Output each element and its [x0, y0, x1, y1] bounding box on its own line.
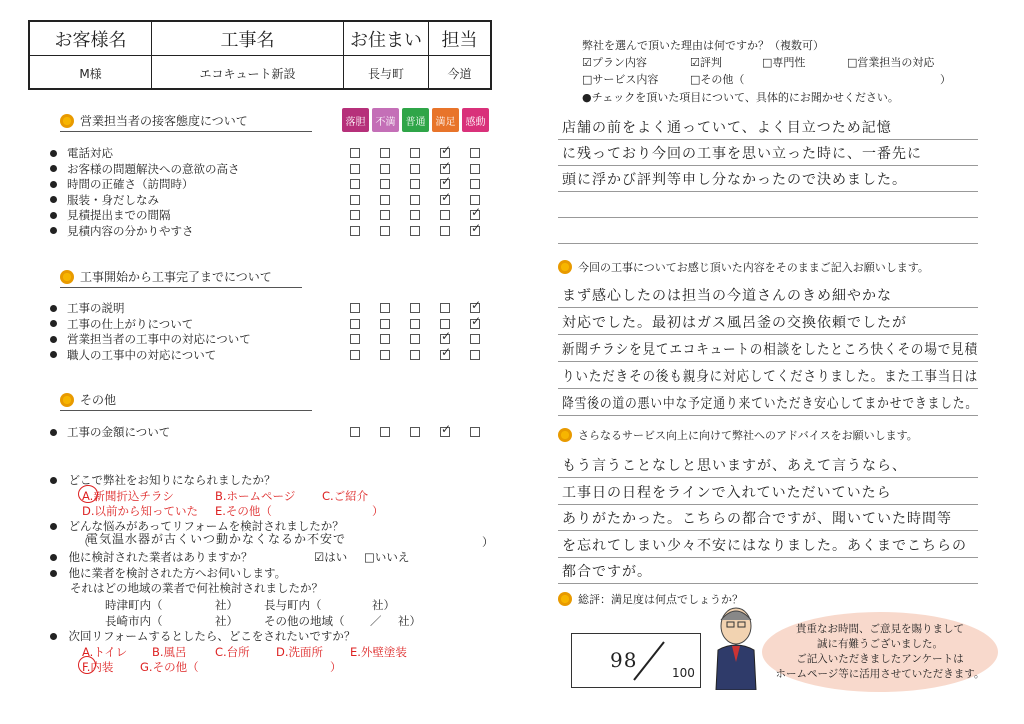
ruled-line — [558, 477, 978, 478]
q4-region-2: 長与町内（ — [264, 598, 322, 612]
rating-label-5: 感動 — [462, 108, 489, 132]
q5-opt-f[interactable]: F.内装 — [82, 660, 114, 674]
rating-checkbox[interactable] — [410, 226, 420, 236]
rating-checkbox[interactable] — [380, 179, 390, 189]
q4: 他に業者を検討された方へお伺いします。 — [50, 565, 286, 581]
header-value-work: エコキュート新設 — [152, 56, 344, 90]
rating-checkbox[interactable] — [470, 210, 480, 220]
ruled-line — [558, 139, 978, 140]
rating-label-1: 落胆 — [342, 108, 369, 132]
survey-item — [50, 300, 125, 316]
header-value-address: 長与町 — [344, 56, 429, 90]
q4-region-4: その他の地域（ — [264, 614, 345, 628]
ruled-line — [558, 334, 978, 335]
q5-circle-mark — [78, 656, 96, 674]
score-box — [571, 633, 701, 688]
thanks-line-4: ホームページ等に活用させていただきます。 — [775, 668, 985, 680]
reason-opt-service[interactable]: □サービス内容 — [582, 73, 659, 86]
survey-item-label: 見積提出までの間隔 — [67, 208, 171, 222]
survey-item-label: 服装・身だしなみ — [67, 192, 159, 207]
q5-opt-g-close: ） — [330, 660, 342, 674]
q3-yes[interactable]: ☑はい — [314, 550, 348, 564]
q5-opt-e[interactable]: E.外壁塗装 — [350, 645, 407, 659]
q5-opt-c[interactable]: C.台所 — [215, 645, 250, 659]
ruled-line — [558, 307, 978, 308]
survey-item — [50, 424, 170, 440]
reason-title: 弊社を選んで頂いた理由は何ですか？（複数可） — [582, 39, 824, 52]
rating-checkbox[interactable] — [440, 303, 450, 313]
rating-checkbox[interactable] — [470, 164, 480, 174]
rating-checkbox[interactable] — [440, 148, 450, 158]
header-label-staff: 担当 — [441, 29, 478, 51]
survey-item-label: 職人の工事中の対応について — [67, 347, 217, 362]
survey-item — [50, 207, 171, 223]
q4-region-3-unit: 社） — [215, 614, 238, 628]
survey-item — [50, 223, 194, 239]
reason-opt-sales[interactable]: □営業担当の対応 — [847, 56, 935, 69]
rating-checkbox[interactable] — [380, 195, 390, 205]
rating-checkbox[interactable] — [440, 350, 450, 360]
survey-item-label: 工事の仕上がりについて — [67, 316, 194, 331]
q1-opt-d[interactable]: D.以前から知っていた — [82, 504, 199, 518]
q5: 次回リフォームするとしたら、どこをされたいですか？ — [50, 628, 355, 644]
rating-label-4: 満足 — [432, 108, 459, 132]
rating-checkbox[interactable] — [350, 164, 360, 174]
q4-region-1-unit: 社） — [215, 598, 238, 612]
survey-item-label: 見積内容の分かりやすさ — [67, 223, 194, 238]
ruled-line — [558, 361, 978, 362]
ruled-line — [558, 191, 978, 192]
rating-checkbox[interactable] — [410, 350, 420, 360]
q4-region-4-slash: ／ — [370, 614, 382, 628]
rating-checkbox[interactable] — [380, 148, 390, 158]
rating-checkbox[interactable] — [380, 226, 390, 236]
rating-checkbox[interactable] — [470, 148, 480, 158]
rating-checkbox[interactable] — [440, 210, 450, 220]
ruled-line — [558, 415, 978, 416]
survey-item-label: 電話対応 — [67, 146, 113, 160]
q1-opt-e[interactable]: E.その他（ — [215, 504, 272, 518]
flower-icon — [60, 114, 74, 128]
rating-checkbox[interactable] — [350, 427, 360, 437]
section2-title: 工事開始から工事完了までについて — [60, 268, 302, 288]
ruled-line — [558, 165, 978, 166]
rating-label-3: 普通 — [402, 108, 429, 132]
rating-checkbox[interactable] — [440, 427, 450, 437]
score-slash — [630, 640, 670, 682]
handwritten-line: ありがたかった。こちらの都合ですが、聞いていた時間等 — [562, 511, 952, 527]
rating-checkbox[interactable] — [350, 303, 360, 313]
header-value-staff: 今道 — [447, 66, 472, 81]
q2-open-paren: （ — [78, 535, 90, 549]
survey-item — [50, 161, 240, 177]
rating-checkbox[interactable] — [350, 195, 360, 205]
ruled-line — [558, 583, 978, 584]
section3-title: その他 — [60, 391, 312, 411]
bullet-icon — [50, 320, 57, 327]
q2-answer: 電気温水器が古くいつ動かなくなるか不安で — [86, 532, 347, 546]
rating-label-2: 不満 — [372, 108, 399, 132]
rating-checkbox[interactable] — [410, 334, 420, 344]
bullet-icon — [50, 150, 57, 157]
ruled-line — [558, 388, 978, 389]
rating-checkbox[interactable] — [470, 226, 480, 236]
bullet-icon — [50, 429, 57, 436]
survey-item — [50, 347, 216, 363]
score-value: 98 — [610, 648, 638, 672]
rating-checkbox[interactable] — [440, 179, 450, 189]
rating-checkbox[interactable] — [380, 319, 390, 329]
ruled-line — [558, 243, 978, 244]
handwritten-line: まず感心したのは担当の今道さんのきめ細やかな — [562, 288, 892, 304]
q4b: それはどの地域の業者で何社検討されましたか？ — [70, 581, 323, 595]
flower-icon — [558, 260, 572, 274]
rating-checkbox[interactable] — [410, 427, 420, 437]
thanks-line-1: 貴重なお時間、ご意見を賜りまして — [795, 623, 964, 635]
rating-checkbox[interactable] — [350, 210, 360, 220]
flower-icon — [558, 428, 572, 442]
ruled-line — [558, 530, 978, 531]
rating-checkbox[interactable] — [350, 334, 360, 344]
reason-opt-expertise[interactable]: □専門性 — [762, 56, 806, 69]
bullet-icon — [50, 336, 57, 343]
q2: どんな悩みがあってリフォームを検討されましたか？ — [50, 518, 344, 534]
rating-checkbox[interactable] — [440, 164, 450, 174]
flower-icon — [60, 393, 74, 407]
handwritten-line: もう言うことなしと思いますが、あえて言うなら、 — [562, 458, 907, 474]
survey-item-label: 営業担当者の工事中の対応について — [67, 332, 251, 346]
rating-checkbox[interactable] — [470, 350, 480, 360]
thanks-line-2: 誠に有難うございました。 — [816, 638, 943, 650]
header-label-customer: お客様名 — [30, 22, 152, 55]
rating-checkbox[interactable] — [410, 303, 420, 313]
flower-icon — [558, 592, 572, 606]
rating-checkbox[interactable] — [380, 210, 390, 220]
rating-checkbox[interactable] — [470, 179, 480, 189]
q1-opt-b[interactable]: B.ホームページ — [215, 489, 296, 503]
rating-checkbox[interactable] — [470, 334, 480, 344]
q5-opt-a[interactable]: A.トイレ — [82, 645, 128, 659]
rating-checkbox[interactable] — [470, 427, 480, 437]
q4-region-2-unit: 社） — [372, 598, 395, 612]
q1: どこで弊社をお知りになられましたか？ — [50, 472, 276, 488]
q1-opt-a[interactable]: A.新聞折込チラシ — [82, 489, 174, 503]
survey-item — [50, 316, 193, 332]
survey-item — [50, 145, 113, 161]
reason-opt-other[interactable]: □その他（ — [690, 73, 745, 86]
rating-checkbox[interactable] — [470, 319, 480, 329]
rating-checkbox[interactable] — [410, 195, 420, 205]
rating-checkbox[interactable] — [380, 164, 390, 174]
reason-opt-plan[interactable]: ☑プラン内容 — [582, 56, 647, 69]
reason-opt-reputation[interactable]: ☑評判 — [690, 56, 722, 69]
rating-checkbox[interactable] — [380, 334, 390, 344]
bullet-icon — [50, 196, 57, 203]
q4-region-1: 時津町内（ — [105, 598, 163, 612]
rating-checkbox[interactable] — [380, 427, 390, 437]
rating-checkbox[interactable] — [440, 334, 450, 344]
header-label-work: 工事名 — [152, 22, 344, 55]
rating-checkbox[interactable] — [410, 179, 420, 189]
header-value-customer: M様 — [30, 56, 152, 90]
q3-no[interactable]: □いいえ — [364, 550, 410, 564]
q4-region-4-unit: 社） — [398, 614, 421, 628]
ruled-line — [558, 557, 978, 558]
q5-opt-d[interactable]: D.洗面所 — [276, 645, 324, 659]
score-title: 総評：満足度は何点でしょうか？ — [558, 591, 758, 609]
q5-opt-b[interactable]: B.風呂 — [152, 645, 187, 659]
survey-item — [50, 192, 159, 208]
bullet-icon — [50, 181, 57, 188]
reason-opt-other-close: ） — [940, 73, 951, 86]
rating-checkbox[interactable] — [350, 319, 360, 329]
survey-item — [50, 331, 251, 347]
header-label-address: お住まい — [344, 22, 429, 55]
thanks-bubble — [762, 612, 998, 692]
survey-item-label: お客様の問題解決への意欲の高さ — [67, 161, 240, 176]
header-table — [28, 20, 492, 90]
q5-opt-g[interactable]: G.その他（ — [140, 660, 199, 674]
impression-title: 今回の工事についてお感じ頂いた内容をそのままご記入お願いします。 — [558, 259, 960, 277]
bullet-icon — [50, 227, 57, 234]
rating-checkbox[interactable] — [410, 164, 420, 174]
rating-checkbox[interactable] — [350, 226, 360, 236]
rating-checkbox[interactable] — [410, 319, 420, 329]
staff-illustration-icon — [710, 604, 762, 690]
score-max: 100 — [672, 666, 695, 680]
q1-opt-e-close: ） — [372, 504, 384, 518]
flower-icon — [60, 270, 74, 284]
rating-checkbox[interactable] — [440, 319, 450, 329]
q1-opt-c[interactable]: C.ご紹介 — [322, 489, 369, 503]
bullet-icon — [50, 305, 57, 312]
q4-region-3: 長崎市内（ — [105, 614, 163, 628]
ruled-line — [558, 504, 978, 505]
rating-checkbox[interactable] — [440, 195, 450, 205]
section1-title: 営業担当者の接客態度について — [60, 112, 312, 132]
handwritten-line: 工事日の日程をラインで入れていただいていたら — [562, 484, 892, 501]
handwritten-line: を忘れてしまい少々不安にはなりました。あくまでこちらの — [562, 537, 967, 554]
thanks-line-3: ご記入いただきましたアンケートは — [796, 653, 964, 665]
rating-checkbox[interactable] — [410, 210, 420, 220]
handwritten-line: 店舗の前をよく通っていて、よく目立つため記憶 — [562, 120, 892, 136]
rating-checkbox[interactable] — [380, 303, 390, 313]
handwritten-line: 都合ですが。 — [562, 564, 652, 580]
rating-checkbox[interactable] — [470, 303, 480, 313]
rating-checkbox[interactable] — [440, 226, 450, 236]
survey-item-label: 工事の説明 — [67, 301, 125, 315]
rating-checkbox[interactable] — [350, 148, 360, 158]
rating-checkbox[interactable] — [470, 195, 480, 205]
handwritten-line: りいただきその後も親身に対応してくださりました。また工事当日は — [562, 369, 978, 385]
survey-item — [50, 176, 194, 192]
ruled-line — [558, 217, 978, 218]
handwritten-line: に残っており今回の工事を思い立った時に、一番先に — [562, 146, 922, 162]
rating-checkbox[interactable] — [350, 350, 360, 360]
handwritten-line: 降雪後の道の悪い中な予定通り来ていただき安心してまかせできました。 — [562, 396, 978, 412]
bullet-icon — [50, 165, 57, 172]
q3: 他に検討された業者はありますか？ — [50, 549, 253, 565]
handwritten-line: 対応でした。最初はガス風呂釜の交換依頼でしたが — [562, 315, 907, 331]
reason-prompt: ●チェックを頂いた項目について、具体的にお聞かせください。 — [582, 91, 899, 104]
rating-checkbox[interactable] — [380, 350, 390, 360]
advice-title: さらなるサービス向上に向けて弊社へのアドバイスをお願いします。 — [558, 427, 960, 445]
rating-checkbox[interactable] — [410, 148, 420, 158]
survey-item-label: 時間の正確さ（訪問時） — [67, 177, 194, 191]
handwritten-line: 頭に浮かび評判等申し分なかったので決めました。 — [562, 172, 907, 188]
rating-checkbox[interactable] — [350, 179, 360, 189]
handwritten-line: 新聞チラシを見てエコキュートの相談をしたところ快くその場で見積 — [562, 342, 978, 358]
survey-item-label: 工事の金額について — [67, 425, 171, 439]
q1-circle-mark — [78, 485, 98, 503]
bullet-icon — [50, 351, 57, 358]
bullet-icon — [50, 212, 57, 219]
q2-close-paren: ） — [482, 535, 494, 549]
